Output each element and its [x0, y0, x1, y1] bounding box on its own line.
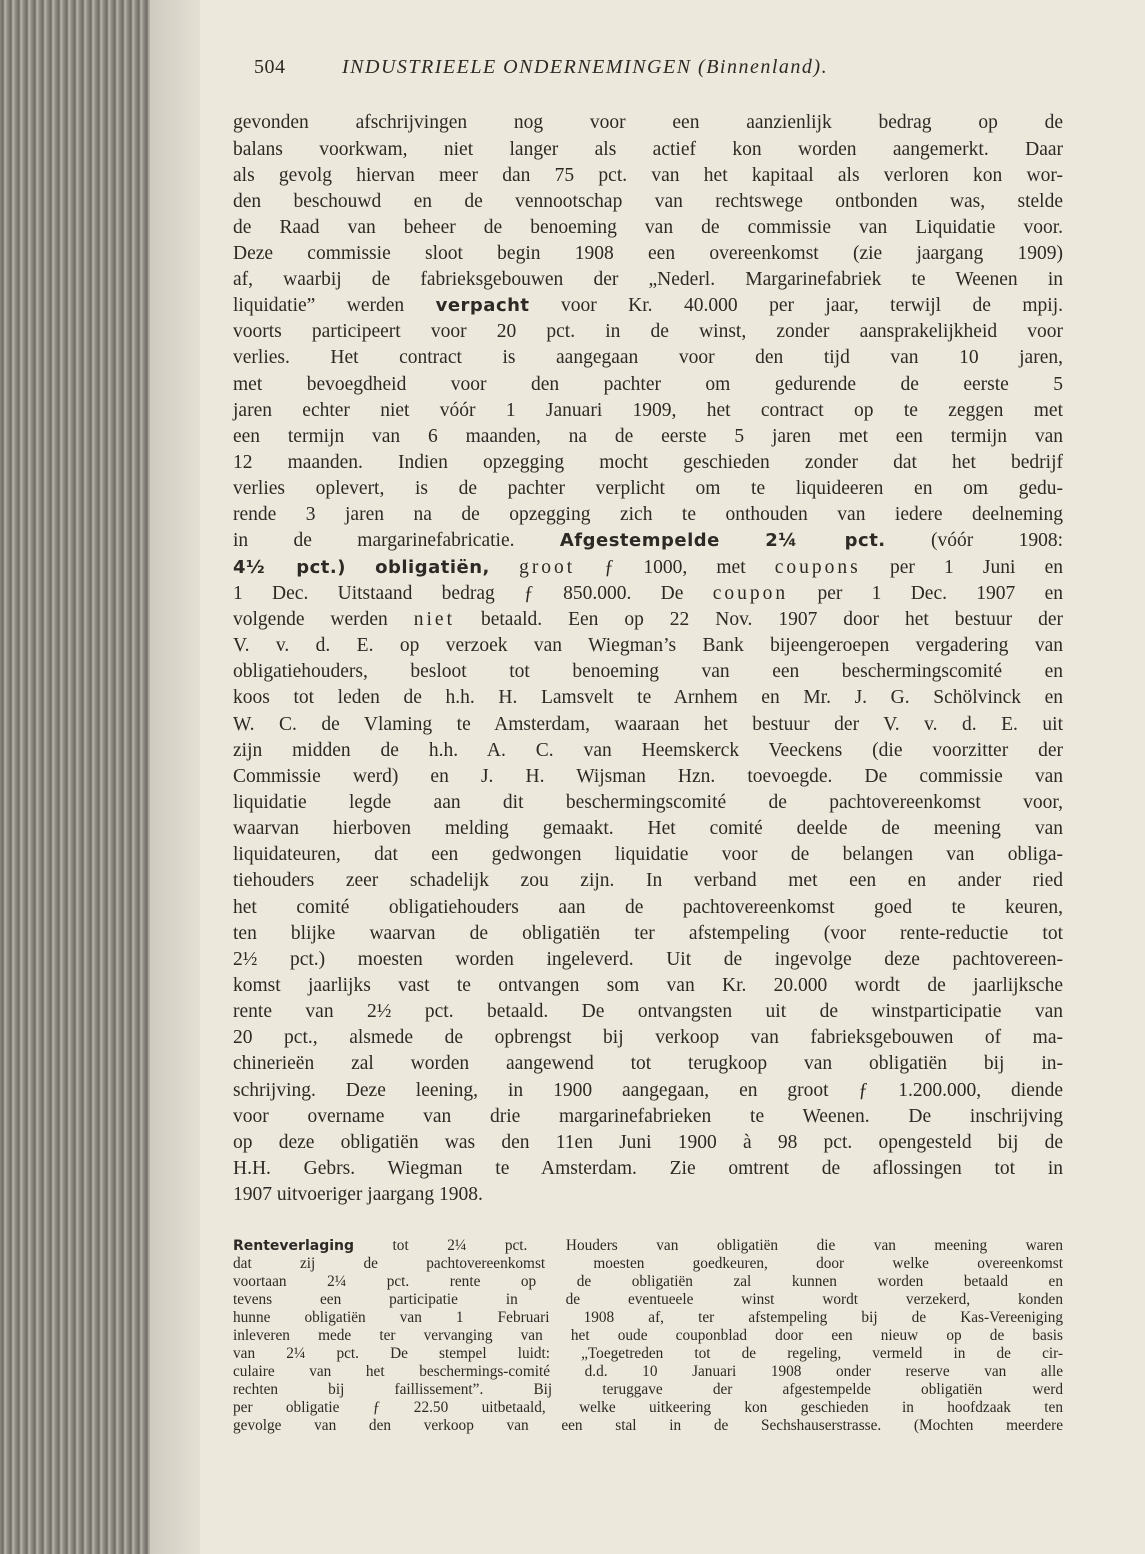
text-run: ƒ 1000, met: [604, 557, 746, 578]
text-line: verlies oplevert, is de pachter verplicht om te liquideeren en om gedu-: [233, 478, 1063, 499]
text-line: komst jaarlijks vast te ontvangen som van Kr. 20.000 wordt de jaarlijksche: [233, 975, 1063, 996]
rate-term: 4½ pct.): [233, 557, 346, 578]
small-text-line: culaire van het beschermings-comité d.d. 10 Januari 1908 onder reserve van alle: [233, 1363, 1063, 1380]
text-line: het comité obligatiehouders aan de pachtovereenkomst goed te keuren,: [233, 897, 1063, 918]
text-line: chinerieën zal worden aangewend tot terugkoop van obligatiën bij in-: [233, 1053, 1063, 1074]
small-text-line: voortaan 2¼ pct. rente op de obligatiën zal kunnen worden betaald en: [233, 1273, 1063, 1290]
text-line: balans voorkwam, niet langer als actief kon worden aangemerkt. Daar: [233, 139, 1063, 160]
text-line: rente van 2½ pct. betaald. De ontvangsten uit de winstparticipatie van: [233, 1001, 1063, 1022]
text-line: tiehouders zeer schadelijk zou zijn. In verband met een en ander ried: [233, 870, 1063, 891]
text-run: voor Kr. 40.000 per jaar, terwijl de mpij.: [561, 295, 1063, 316]
text-line: obligatiehouders, besloot tot benoeming van een beschermingscomité en: [233, 661, 1063, 682]
text-run: betaald. Een op 22 Nov. 1907 door het bestuur der: [480, 609, 1064, 630]
text-line: voorts participeert voor 20 pct. in de winst, zonder aansprakelijkheid voor: [233, 321, 1063, 342]
afgestempelde-heading: Afgestempelde: [559, 530, 720, 551]
text-line: af, waarbij de fabrieksgebouwen der „Nederl. Margarinefabriek te Weenen in: [233, 269, 1063, 290]
text-line: 12 maanden. Indien opzegging mocht geschieden zonder dat het bedrijf: [233, 452, 1063, 473]
renteverlaging-heading: Renteverlaging: [233, 1238, 355, 1254]
text-line: als gevolg hiervan meer dan 75 pct. van het kapitaal als verloren kon wor-: [233, 165, 1063, 186]
small-text-line: van 2¼ pct. De stempel luidt: „Toegetreden tot de regeling, vermeld in de cir-: [233, 1345, 1063, 1362]
running-title: INDUSTRIEELE ONDERNEMINGEN (Binnenland).: [342, 56, 829, 78]
text-run: coupons: [774, 557, 861, 578]
text-run: in de margarinefabricatie.: [233, 530, 515, 551]
text-run: niet: [413, 609, 456, 630]
text-line: liquidateuren, dat een gedwongen liquidatie voor de belangen van obliga-: [233, 844, 1063, 865]
text-line: rende 3 jaren na de opzegging zich te onthouden van iedere deelneming: [233, 504, 1063, 525]
book-page-stack: [0, 0, 150, 1554]
text-run: (vóór 1908:: [931, 530, 1064, 551]
text-line: [233, 293, 1063, 319]
text-line: met bevoegdheid voor den pachter om gedurende de eerste 5: [233, 374, 1063, 395]
text-run: per 1 Juni en: [889, 557, 1064, 578]
text-line: 2½ pct.) moesten worden ingeleverd. Uit de ingevolge deze pachtovereen-: [233, 949, 1063, 970]
text-line: verlies. Het contract is aangegaan voor den tijd van 10 jaren,: [233, 347, 1063, 368]
text-line: voor overname van drie margarinefabrieken te Weenen. De inschrijving: [233, 1106, 1063, 1127]
text-line: [233, 555, 1063, 581]
text-line: liquidatie legde aan dit beschermingscomité de pachtovereenkomst voor,: [233, 792, 1063, 813]
page-number: 504: [254, 56, 286, 78]
obligatien-term: obligatiën,: [375, 557, 490, 578]
text-line: zijn midden de h.h. A. C. van Heemskerck Veeckens (die voorzitter der: [233, 740, 1063, 761]
small-text-line: per obligatie ƒ 22.50 uitbetaald, welke uitkeering kon geschieden in hoofdzaak ten: [233, 1399, 1063, 1416]
small-text-line: gevolge van den verkoop van een stal in de Sechshauserstrasse. (Mochten meerdere: [233, 1417, 1063, 1434]
text-line: [233, 607, 1063, 633]
text-line: V. v. d. E. op verzoek van Wiegman’s Bank bijeengeroepen vergadering van: [233, 635, 1063, 656]
text-line: W. C. de Vlaming te Amsterdam, waaraan het bestuur der V. v. d. E. uit: [233, 714, 1063, 735]
text-line: gevonden afschrijvingen nog voor een aanzienlijk bedrag op de: [233, 112, 1063, 133]
text-line: de Raad van beheer de benoeming van de commissie van Liquidatie voor.: [233, 217, 1063, 238]
text-run: per 1 Dec. 1907 en: [817, 583, 1063, 604]
small-text-line: inleveren mede ter vervanging van het oude couponblad door een nieuw op de basis: [233, 1327, 1063, 1344]
text-line: een termijn van 6 maanden, na de eerste 5 jaren met een termijn van: [233, 426, 1063, 447]
small-text-line: [233, 1237, 1063, 1255]
small-text-line: rechten bij faillissement”. Bij teruggave der afgestempelde obligatiën werd: [233, 1381, 1063, 1398]
text-run: coupon: [712, 583, 789, 604]
text-line: 1907 uitvoeriger jaargang 1908.: [233, 1184, 483, 1205]
text-line: 20 pct., alsmede de opbrengst bij verkoop van fabrieksgebouwen of ma-: [233, 1027, 1063, 1048]
text-line: jaren echter niet vóór 1 Januari 1909, het contract op te zeggen met: [233, 400, 1063, 421]
text-run: 1 Dec. Uitstaand bedrag ƒ 850.000. De: [233, 583, 684, 604]
text-line: [233, 581, 1063, 607]
text-line: koos tot leden de h.h. H. Lamsvelt te Arnhem en Mr. J. G. Schölvinck en: [233, 687, 1063, 708]
text-line: op deze obligatiën was den 11en Juni 1900 à 98 pct. opengesteld bij de: [233, 1132, 1063, 1153]
text-run: volgende werden: [233, 609, 388, 630]
text-run: liquidatie” werden: [233, 295, 405, 316]
text-line: den beschouwd en de vennootschap van rechtswege ontbonden was, stelde: [233, 191, 1063, 212]
verpacht-term: verpacht: [435, 295, 530, 316]
text-line: ten blijke waarvan de obligatiën ter afstempeling (voor rente-reductie tot: [233, 923, 1063, 944]
small-text-line: hunne obligatiën van 1 Februari 1908 af, ter afstempeling bij de Kas-Vereeniging: [233, 1309, 1063, 1326]
text-run: groot: [519, 557, 576, 578]
small-text-line: tevens een participatie in de eventueele winst wordt verzekerd, konden: [233, 1291, 1063, 1308]
text-line: Commissie werd) en J. H. Wijsman Hzn. toevoegde. De commissie van: [233, 766, 1063, 787]
small-text-line: dat zij de pachtovereenkomst moesten goedkeuren, door welke overeenkomst: [233, 1255, 1063, 1272]
rate-term: 2¼ pct.: [765, 530, 886, 551]
text-line: H.H. Gebrs. Wiegman te Amsterdam. Zie omtrent de aflossingen tot in: [233, 1158, 1063, 1179]
text-line: Deze commissie sloot begin 1908 een overeenkomst (zie jaargang 1909): [233, 243, 1063, 264]
text-line: waarvan hierboven melding gemaakt. Het comité deelde de meening van: [233, 818, 1063, 839]
text-run: tot 2¼ pct. Houders van obligatiën die van meening waren: [392, 1237, 1063, 1254]
text-line: [233, 528, 1063, 554]
page-header: [254, 56, 1054, 86]
text-line: schrijving. Deze leening, in 1900 aangegaan, en groot ƒ 1.200.000, diende: [233, 1080, 1063, 1101]
